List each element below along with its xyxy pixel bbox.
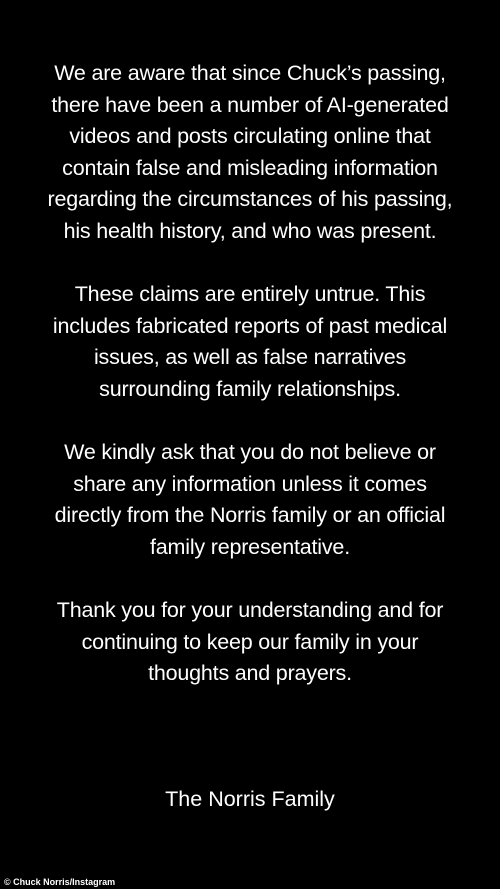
statement-line: Thank you for your understanding and for — [56, 598, 444, 622]
statement-line: includes fabricated reports of past medical — [52, 313, 448, 338]
statement-line: We are aware that since Chuck’s passing, — [54, 61, 446, 85]
statement-line: continuing to keep our family in your — [81, 629, 419, 654]
statement-line: directly from the Norris family or an official — [54, 503, 446, 527]
statement-paragraph-4 — [30, 595, 470, 690]
statement-line: family representative. — [150, 534, 350, 559]
statement-paragraph-2 — [30, 279, 470, 405]
statement-line: videos and posts circulating online that — [69, 124, 431, 148]
statement-line: These claims are entirely untrue. This — [74, 282, 426, 306]
statement-line: We kindly ask that you do not believe or — [64, 440, 436, 464]
statement-paragraph-3 — [30, 437, 470, 563]
statement-line: contain false and misleading information — [62, 155, 438, 180]
statement-text — [30, 58, 470, 722]
statement-line: his health history, and who was present. — [63, 218, 437, 243]
statement-line: issues, as well as false narratives — [93, 345, 407, 369]
statement-line: regarding the circumstances of his passing, — [47, 187, 453, 211]
statement-line: share any information unless it comes — [73, 471, 427, 496]
statement-paragraph-1 — [30, 58, 470, 247]
statement-line: surrounding family relationships. — [99, 376, 401, 401]
photo-credit: © Chuck Norris/Instagram — [4, 877, 116, 887]
statement-line: there have been a number of AI-generated — [51, 92, 449, 117]
statement-signature: The Norris Family — [165, 787, 335, 811]
statement-line: thoughts and prayers. — [148, 661, 352, 685]
